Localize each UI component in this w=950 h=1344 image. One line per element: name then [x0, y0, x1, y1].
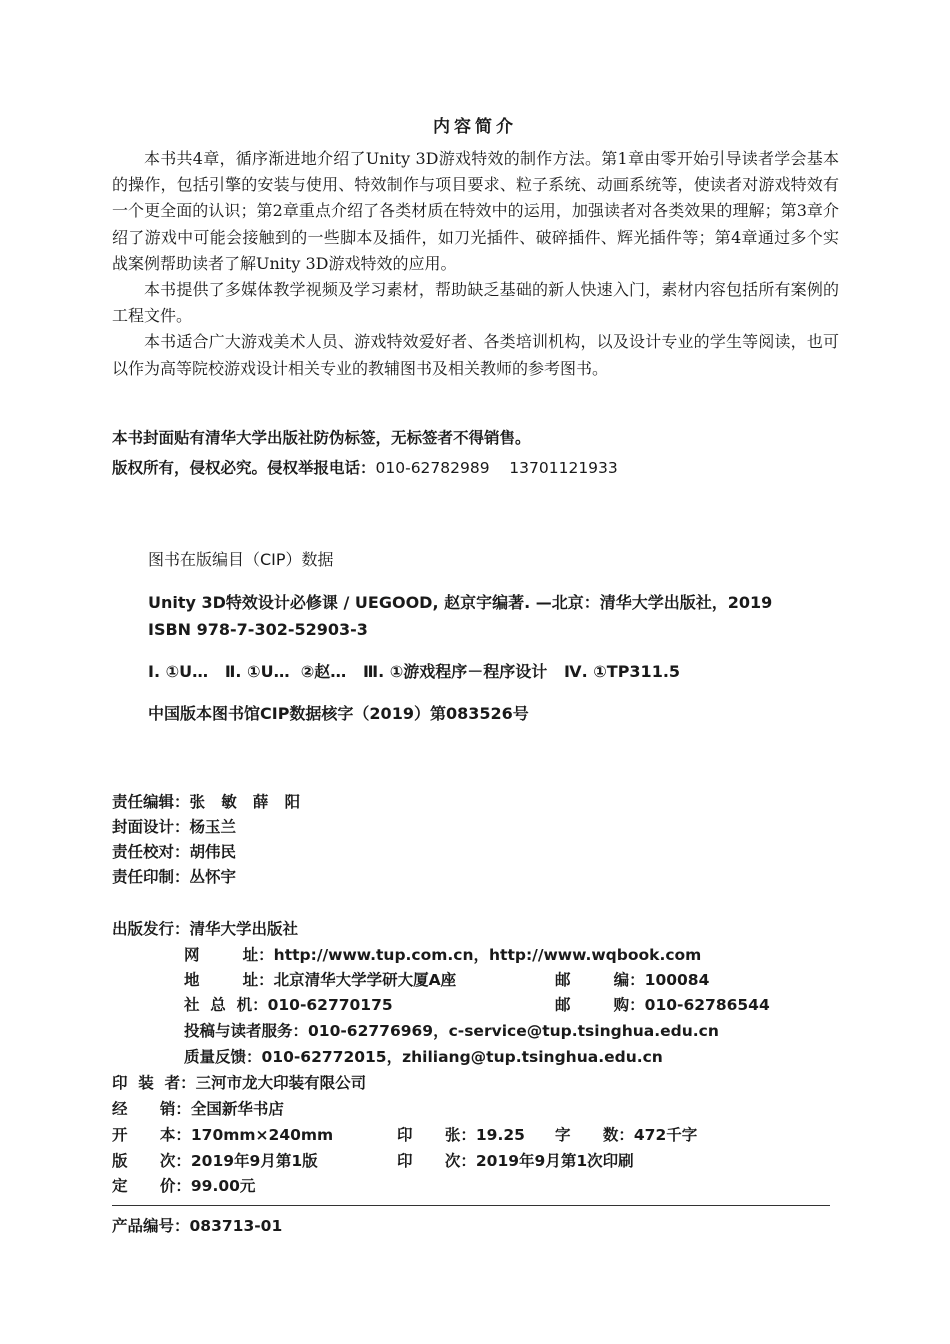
credit-editor: [112, 790, 300, 812]
spec-printer-value: 三河市龙大印装有限公司: [195, 1074, 367, 1092]
divider-line: [112, 1205, 830, 1206]
intro-paragraph-1: 本书共4章，循序渐进地介绍了Unity 3D游戏特效的制作方法。第1章由零开始引导读者学会基本的操作，包括引擎的安装与使用、特效制作与项目要求、粒子系统、动画系统等，使读者对游戏特效有一个更全面的认识；第2章重点介绍了各类材质在特效中的运用，加强读者对各类效果的理解；第3章介绍了游戏中可能会接触到的一些脚本及插件，如刀光插件、破碎插件、辉光插件等；第4章通过多个实战案例帮助读者了解Unity 3D游戏特效的应用。: [112, 149, 839, 273]
spec-format: [112, 1123, 333, 1145]
publisher-zip: [555, 968, 709, 990]
spec-printing-value: 2019年9月第1次印刷: [475, 1152, 634, 1170]
publisher-mail-order: [555, 993, 770, 1015]
spec-format-value: 170mm×240mm: [190, 1126, 334, 1144]
spec-sheets-label: 印 张：: [397, 1126, 476, 1144]
spec-edition-value: 2019年9月第1版: [190, 1152, 318, 1170]
spec-price-label: 定 价：: [112, 1177, 191, 1195]
cip-classification: Ⅰ. ①U… Ⅱ. ①U… ②赵… Ⅲ. ①游戏程序－程序设计 Ⅳ. ①TP311.5: [148, 662, 681, 681]
spec-edition-label: 版 次：: [112, 1152, 191, 1170]
publisher-reader-service-value: 010-62776969，c-service@tup.tsinghua.edu.cn: [308, 1022, 719, 1040]
credit-cover-label: 封面设计：: [112, 818, 190, 836]
publisher-zip-label: 邮 编：: [555, 971, 645, 989]
spec-printing: [397, 1149, 634, 1171]
copyright-notice: [112, 456, 618, 478]
publisher-quality-value: 010-62772015，zhiliang@tup.tsinghua.edu.cn: [261, 1048, 663, 1066]
credit-editor-value: 张 敏 薛 阳: [189, 793, 301, 811]
publisher-address-value: 北京清华大学学研大厦A座: [273, 971, 457, 989]
product-number-label: 产品编号：: [112, 1217, 190, 1235]
credit-cover-value: 杨玉兰: [189, 818, 237, 836]
spec-sheets: [397, 1123, 525, 1145]
spec-edition: [112, 1149, 318, 1171]
publisher-web-label: 网 址：: [184, 946, 274, 964]
intro-paragraph-3: 本书适合广大游戏美术人员、游戏特效爱好者、各类培训机构，以及设计专业的学生等阅读，也可以作为高等院校游戏设计相关专业的教辅图书及相关教师的参考图书。: [112, 332, 839, 378]
credit-proof-label: 责任校对：: [112, 843, 190, 861]
publisher-quality-label: 质量反馈：: [184, 1048, 262, 1066]
publisher-zip-value: 100084: [644, 971, 710, 989]
publisher-reader-service: [184, 1019, 719, 1041]
publisher-switchboard: [184, 993, 393, 1015]
intro-title: 内容简介: [433, 117, 517, 137]
credit-print: [112, 865, 236, 887]
intro-paragraph-2: 本书提供了多媒体教学视频及学习素材，帮助缺乏基础的新人快速入门，素材内容包括所有案例的工程文件。: [112, 280, 839, 326]
publisher-web: [184, 943, 701, 965]
publisher-quality-feedback: [184, 1045, 663, 1067]
publisher-line: [112, 917, 298, 939]
spec-distributor-value: 全国新华书店: [190, 1100, 284, 1118]
credit-editor-label: 责任编辑：: [112, 793, 190, 811]
publisher-web-value: http://www.tup.com.cn，http://www.wqbook.com: [273, 946, 702, 964]
spec-word-count-value: 472千字: [633, 1126, 698, 1144]
spec-word-count: [555, 1123, 697, 1145]
spec-distributor: [112, 1097, 284, 1119]
intro-body: [112, 146, 839, 382]
report-phone: 010-62782989 13701121933: [375, 459, 618, 477]
spec-format-label: 开 本：: [112, 1126, 191, 1144]
product-number-value: 083713-01: [189, 1217, 283, 1235]
cip-record: Unity 3D特效设计必修课 / UEGOOD, 赵京宇编著. —北京：清华大学出版社，2019: [148, 593, 773, 612]
spec-printer-label: 印 装 者：: [112, 1074, 196, 1092]
publisher-switchboard-label: 社 总 机：: [184, 996, 268, 1014]
spec-word-count-label: 字 数：: [555, 1126, 634, 1144]
copyright-notice-label: 版权所有，侵权必究。侵权举报电话：: [112, 459, 376, 477]
publisher-mail-order-label: 邮 购：: [555, 996, 645, 1014]
spec-sheets-value: 19.25: [475, 1126, 525, 1144]
publisher-label: 出版发行：: [112, 920, 190, 938]
spec-price-value: 99.00元: [190, 1177, 256, 1195]
credit-proof: [112, 840, 236, 862]
spec-price: [112, 1174, 255, 1196]
cip-library-number: 中国版本图书馆CIP数据核字（2019）第083526号: [148, 704, 529, 723]
credit-cover: [112, 815, 236, 837]
publisher-mail-order-value: 010-62786544: [644, 996, 770, 1014]
credit-print-value: 丛怀宇: [189, 868, 237, 886]
credit-proof-value: 胡伟民: [189, 843, 237, 861]
publisher-switchboard-value: 010-62770175: [267, 996, 393, 1014]
publisher-value: 清华大学出版社: [189, 920, 299, 938]
product-number: [112, 1214, 282, 1236]
cip-isbn: ISBN 978-7-302-52903-3: [148, 620, 368, 639]
spec-printing-label: 印 次：: [397, 1152, 476, 1170]
spec-printer: [112, 1071, 366, 1093]
credit-print-label: 责任印制：: [112, 868, 190, 886]
publisher-reader-service-label: 投稿与读者服务：: [184, 1022, 309, 1040]
cip-heading: 图书在版编目（CIP）数据: [148, 550, 334, 569]
publisher-address-label: 地 址：: [184, 971, 274, 989]
anti-counterfeit-notice: 本书封面贴有清华大学出版社防伪标签，无标签者不得销售。: [112, 429, 531, 447]
publisher-address: [184, 968, 456, 990]
spec-distributor-label: 经 销：: [112, 1100, 191, 1118]
